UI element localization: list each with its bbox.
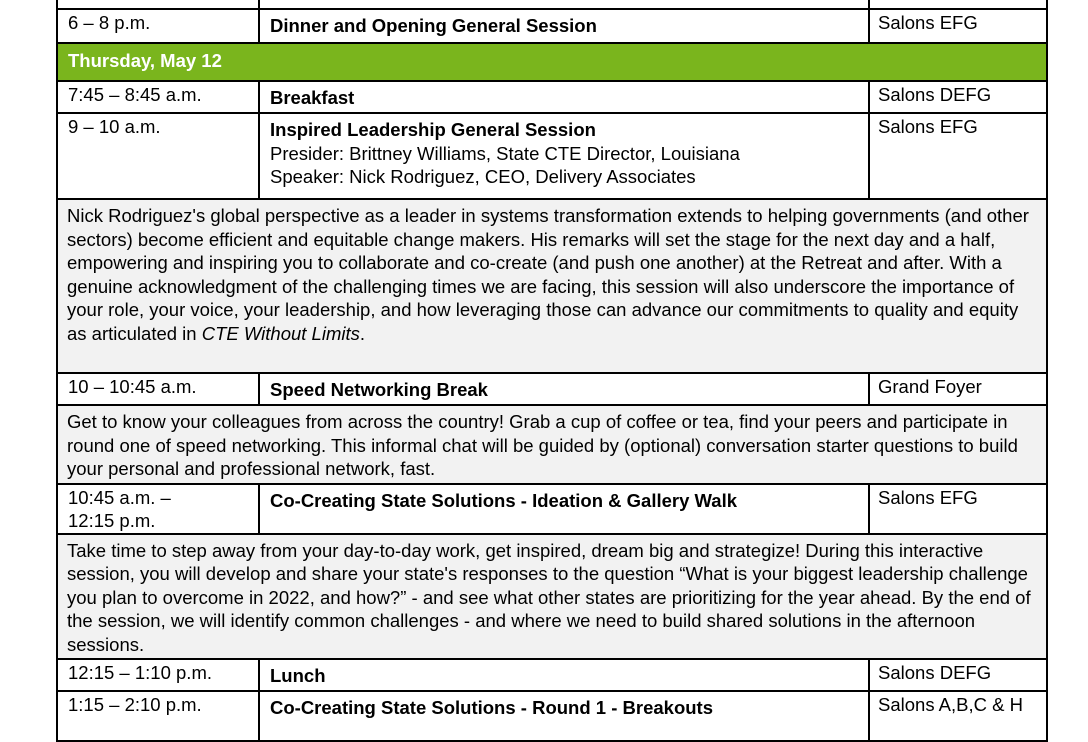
session-room: Grand Foyer bbox=[869, 373, 1047, 405]
session-time: 10 – 10:45 a.m. bbox=[57, 373, 259, 405]
description-row bbox=[57, 199, 1047, 373]
session-description: Get to know your colleagues from across the country! Grab a cup of coffee or tea, find your peers and participate in round one of speed networking. This informal chat will be guided by (optional) conversation starter questions to build your personal and professional network, fast. bbox=[57, 405, 1047, 484]
table-row bbox=[57, 659, 1047, 691]
session-speaker: Speaker: Nick Rodriguez, CEO, Delivery Associates bbox=[270, 166, 696, 187]
table-row bbox=[57, 9, 1047, 43]
session-room: Salons DEFG bbox=[869, 659, 1047, 691]
session-room: Salons EFG bbox=[869, 9, 1047, 43]
session-time: 7:45 – 8:45 a.m. bbox=[57, 81, 259, 113]
table-row bbox=[57, 113, 1047, 199]
table-row bbox=[57, 81, 1047, 113]
session-title: Dinner and Opening General Session bbox=[259, 9, 869, 43]
session-title: Lunch bbox=[259, 659, 869, 691]
session-title: Co-Creating State Solutions - Ideation & Gallery Walk bbox=[259, 484, 869, 534]
session-title: Inspired Leadership General Session Presider: Brittney Williams, State CTE Director, Louisiana Speaker: Nick Rodriguez, CEO, Delivery Associates bbox=[259, 113, 869, 199]
table-row bbox=[57, 373, 1047, 405]
session-description: Take time to step away from your day-to-day work, get inspired, dream big and strategize! During this interactive session, you will develop and share your state's responses to the question “What is your biggest leadership challenge you plan to overcome in 2022, and how?” - and see what other states are prioritizing for the year ahead. By the end of the session, we will identify common challenges - and where we need to build shared solutions in the afternoon sessions. bbox=[57, 534, 1047, 660]
session-presider: Presider: Brittney Williams, State CTE Director, Louisiana bbox=[270, 142, 740, 164]
session-room: Salons EFG bbox=[869, 113, 1047, 199]
session-title: Co-Creating State Solutions - Round 1 - Breakouts bbox=[259, 691, 869, 741]
description-row bbox=[57, 405, 1047, 484]
session-room: Salons EFG bbox=[869, 484, 1047, 534]
table-row bbox=[57, 0, 1047, 9]
description-row bbox=[57, 534, 1047, 660]
session-time: 9 – 10 a.m. bbox=[57, 113, 259, 199]
session-room: Salons A,B,C & H bbox=[869, 691, 1047, 741]
table-row bbox=[57, 691, 1047, 741]
session-time: 10:45 a.m. – 12:15 p.m. bbox=[57, 484, 259, 534]
table-row bbox=[57, 484, 1047, 534]
agenda-table bbox=[56, 0, 1048, 742]
day-header-row bbox=[57, 43, 1047, 81]
day-header: Thursday, May 12 bbox=[57, 43, 1047, 81]
session-time: 6 – 8 p.m. bbox=[57, 9, 259, 43]
session-title: Breakfast bbox=[259, 81, 869, 113]
session-time: 1:15 – 2:10 p.m. bbox=[57, 691, 259, 741]
session-description: Nick Rodriguez's global perspective as a leader in systems transformation extends to helping governments (and other sectors) become efficient and equitable change makers. His remarks will set the stage for the next day and a half, empowering and inspiring you to collaborate and co-create (and push one another) at the Retreat and after. With a genuine acknowledgment of the challenging times we are facing, this session will also underscore the importance of your role, your voice, your leadership, and how leveraging those can advance our commitments to quality and equity as articulated in CTE Without Limits. bbox=[57, 199, 1047, 373]
session-time: 12:15 – 1:10 p.m. bbox=[57, 659, 259, 691]
session-title: Speed Networking Break bbox=[259, 373, 869, 405]
session-room: Salons DEFG bbox=[869, 81, 1047, 113]
